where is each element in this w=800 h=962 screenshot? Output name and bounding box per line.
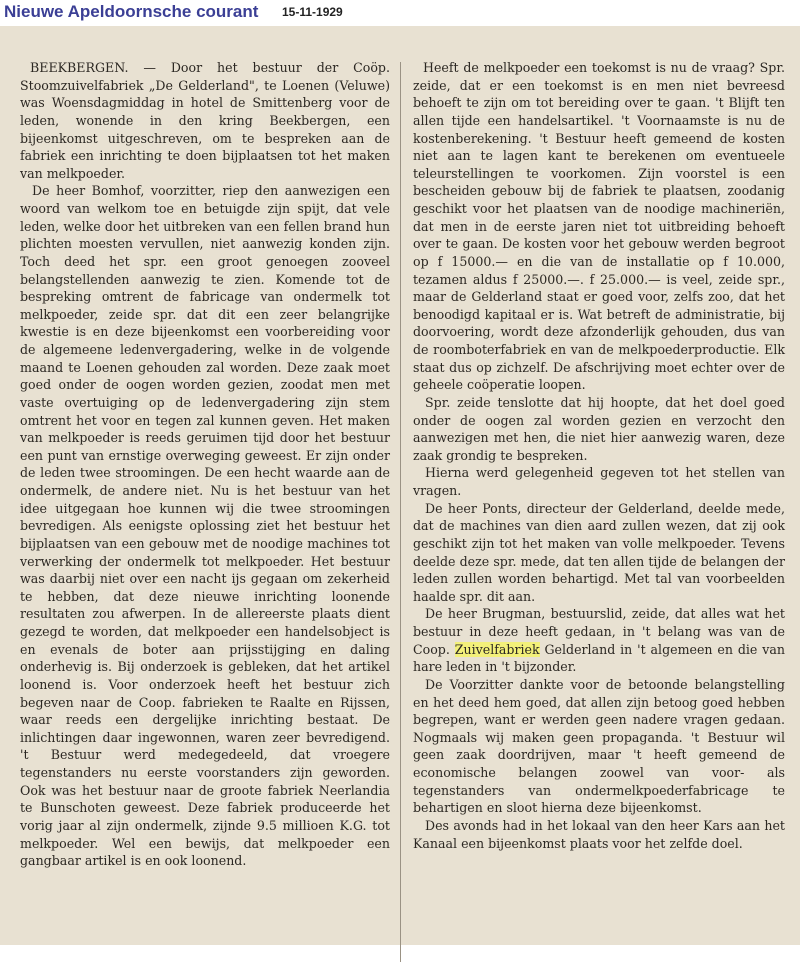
- brugman-text-after: Gelderland in 't algemeen en die van hare leden in 't bijzonder.: [413, 641, 785, 675]
- header-bar: [0, 0, 400, 27]
- article-paragraph-brugman: [413, 605, 785, 676]
- article-paragraph: Spr. zeide tenslotte dat hij hoopte, dat het doel goed onder de oogen zal worden gezien en verzocht den aanwezigen met hen, die niet hier aanwezig waren, deze zaak grondig te bespreken.: [413, 394, 785, 463]
- article-paragraph: Des avonds had in het lokaal van den heer Kars aan het Kanaal een bijeenkomst plaats voor het zelfde doel.: [413, 817, 785, 851]
- newspaper-clipping: [0, 26, 800, 945]
- publication-date: 15-11-1929: [282, 5, 343, 19]
- article-paragraph: De Voorzitter dankte voor de betoonde belangstelling en het deed hem goed, dat allen zijn betoog goed hebben begrepen, want er werden geen nadere vragen gedaan. Nogmaals wij maken geen propaganda. 't Bestuur wil geen zaak doordrijven, maar 't heeft gemeend de economische belangen zoowel van voor- als tegenstanders van ondermelkpoederfabricage te behartigen en sloot hierna deze bijeenkomst.: [413, 676, 785, 816]
- article-paragraph: BEEKBERGEN. — Door het bestuur der Coöp. Stoomzuivelfabriek „De Gelderland", te Loenen (Veluwe) was Woensdagmiddag in hotel de Smittenberg voor de leden, wonende in den kring Beekbergen, een bijeenkomst uitgeschreven, om te bespreken aan de fabriek een inrichting te doen bijplaatsen tot het maken van melkpoeder.: [20, 60, 390, 181]
- newspaper-title[interactable]: Nieuwe Apeldoornsche courant: [4, 2, 259, 21]
- article-paragraph: De heer Bomhof, voorzitter, riep den aanwezigen een woord van welkom toe en betuigde zijn spijt, dat vele leden, welke door het uitbreken van een fellen brand hun plichten moesten vervullen, niet aanwezig konden zijn. Toch deed het spr. een groot genoegen zooveel belangstellenden aanwezig te zien. Komende tot de bespreking omtrent de fabricage van ondermelk tot melkpoeder, zeide spr. dat dit een zeer belangrijke kwestie is en deze bijeenkomst een voorbereiding voor de algemeene ledenvergadering, welke in de volgende maand te Loenen gehouden zal worden. Deze zaak moet goed onder de oogen worden gezien, zoodat men met vaste overtuiging op de ledenvergadering zijn stem omtrent het voor en tegen zal kunnen geven. Het maken van melkpoeder is reeds geruimen tijd door het bestuur een punt van ernstige overweging geweest. Er zijn onder de leden twee stroomingen. De een hecht waarde aan de ondermelk, de andere niet. Nu is het bestuur van het idee uitgegaan hoe kunnen wij die twee stroomingen bevredigen. Als eenigste oplossing ziet het bestuur het bijplaatsen van een gebouw met de noodige machines tot verwerking der ondermelk tot melkpoeder. Het bestuur was daarbij niet over een nacht ijs gegaan om zekerheid te hebben, dat deze nieuwe inrichting loonende resultaten zou afwerpen. In de allereerste plaats dient gezegd te worden, dat melkpoeder een handelsobject is en evenals de boter aan prijsstijging en daling onderhevig is. Bij onderzoek is gebleken, dat het artikel loonend is. Voor onderzoek heeft het bestuur zich begeven naar de Coop. fabrieken te Raalte en Rijssen, waar reeds een dergelijke inrichting bestaat. De inlichtingen daar ingewonnen, waren zeer bevredigend. 't Bestuur werd medegedeeld, dat vroegere tegenstanders nu eerste voorstanders zijn geworden. Ook was het bestuur naar de groote fabriek Neerlandia te Bunschoten geweest. Deze fabriek produceerde het vorig jaar al zijn ondermelk, zijnde 9.5 millioen K.G. tot melkpoeder. Wel een bewijs, dat melkpoeder een gangbaar artikel is en ook loonend.: [20, 183, 390, 869]
- brugman-text-before: De heer Brugman, bestuurslid, zeide, dat alles wat het bestuur in deze heeft gedaan, in 't belang was van de Coop.: [413, 606, 785, 657]
- search-highlight: Zuivelfabriek: [454, 641, 540, 657]
- right-column: [413, 59, 785, 852]
- article-paragraph: De heer Ponts, directeur der Gelderland, deelde mede, dat de machines van dien aard zullen wezen, dat zij ook geschikt zijn tot het maken van volle melkpoeder. Tevens deelde deze spr. mede, dat ten allen tijde de belangen der leden zullen worden behartigd. Met tal van voorbeelden haalde spr. dit aan.: [413, 500, 785, 604]
- article-paragraph: Hierna werd gelegenheid gegeven tot het stellen van vragen.: [413, 465, 785, 498]
- left-column: [20, 59, 390, 870]
- article-paragraph: Heeft de melkpoeder een toekomst is nu de vraag? Spr. zeide, dat er een toekomst is en men niet bevreesd behoeft te zijn om tot bereiding over te gaan. 't Blijft ten allen tijde een handelsartikel. 't Voornaamste is nu de kostenberekening. 't Bestuur heeft gemeend de kosten niet aan te lagen kant te berekenen om eventueele teleurstellingen te voorkomen. Zijn voorstel is een bescheiden gebouw bij de fabriek te plaatsen, zoodanig geschikt voor het plaatsen van de noodige machineriën, dat men in de eerste jaren niet tot uitbreiding behoeft over te gaan. De kosten voor het gebouw werden begroot op f 15000.— en die van de installatie op f 10.000, tezamen aldus f 25000.—. f 25.000.— is veel, zeide spr., maar de Gelderland staat er goed voor, zelfs zoo, dat het benoodigd kapitaal er is. Wat betreft de administratie, bij doorvoering, wordt deze afzonderlijk gehouden, dus van de roomboterfabriek en van de melkpoederproductie. Elk staat dus op zichzelf. De afschrijving moet echter over de geheele coöperatie loopen.: [413, 60, 785, 393]
- column-divider: [400, 62, 401, 962]
